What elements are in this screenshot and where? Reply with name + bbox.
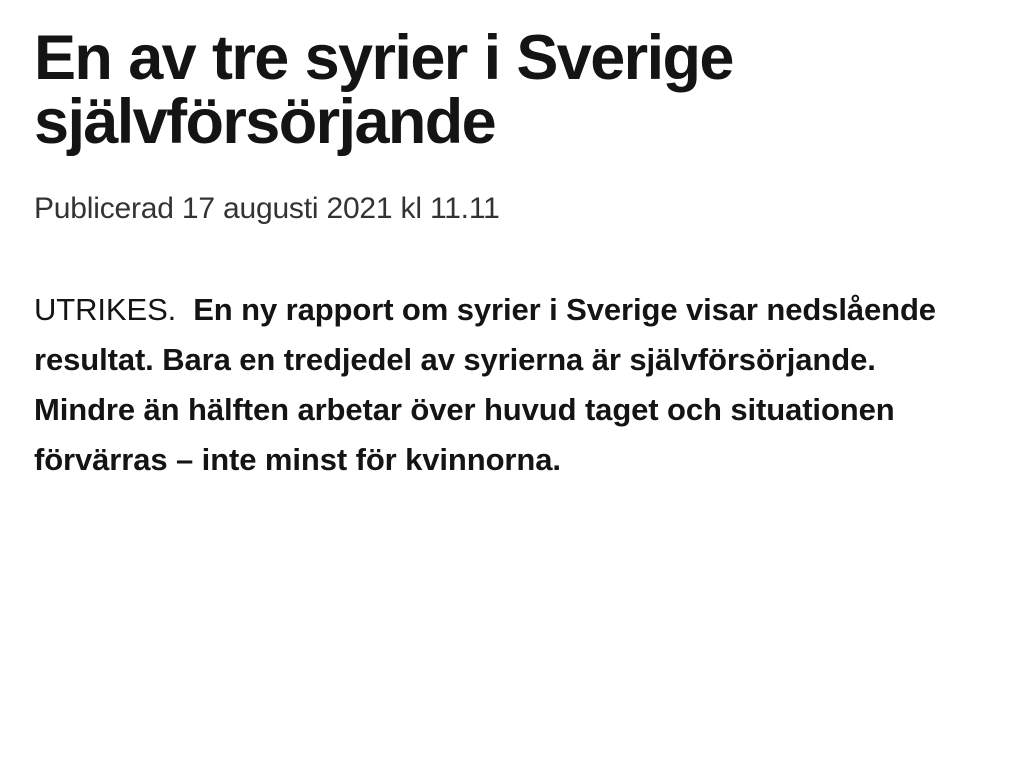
lede-text: En ny rapport om syrier i Sverige visar nedslående resultat. Bara en tredjedel av syrierna är självförsörjande. Mindre än hälften arbetar över huvud taget och situationen förvärras – inte minst för kvinnorna. [34,291,936,478]
kicker-spacer [176,292,193,327]
published-timestamp: Publicerad 17 augusti 2021 kl 11.11 [34,191,500,225]
page-title: En av tre syrier i Sverige självförsörjande [34,23,733,158]
article-lede [34,285,968,486]
section-kicker: UTRIKES. [34,291,177,327]
